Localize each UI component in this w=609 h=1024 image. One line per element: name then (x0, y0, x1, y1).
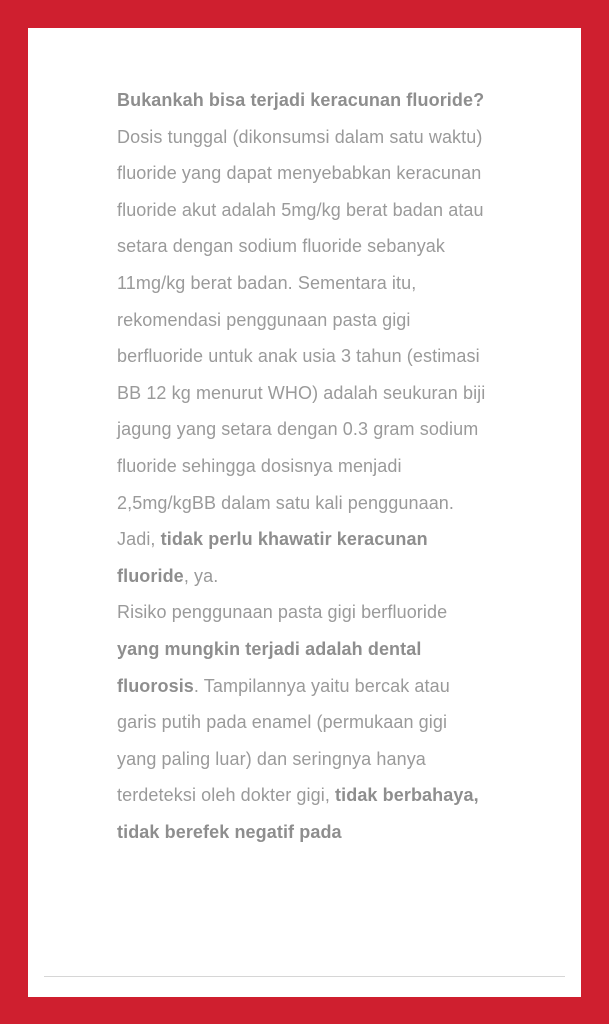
article-heading: Bukankah bisa terjadi keracunan fluoride? (117, 90, 485, 110)
paragraph-dose-text: Dosis tunggal (dikonsumsi dalam satu waktu) fluoride yang dapat menyebabkan keracunan fluoride akut adalah 5mg/kg berat badan atau setara dengan sodium fluoride sebanyak 11mg/kg berat badan. Sementara itu, rekomendasi penggunaan pasta gigi berfluoride untuk anak usia 3 tahun (estimasi BB 12 kg menurut WHO) adalah seukuran biji jagung yang setara dengan 0.3 gram sodium fluoride sehingga dosisnya menjadi 2,5mg/kgBB dalam satu kali penggunaan. Jadi, (117, 126, 486, 550)
paragraph-risk-bold-1: yang mungkin terjadi adalah dental fluorosis (117, 638, 422, 696)
paragraph-risk (117, 594, 487, 850)
paragraph-risk-text-1: Risiko penggunaan pasta gigi berfluoride (117, 602, 448, 623)
bottom-divider (44, 976, 565, 977)
paragraph-dose-bold: tidak perlu khawatir keracunan fluoride (117, 529, 428, 586)
article-body (117, 82, 487, 850)
paragraph-dose (117, 119, 487, 595)
paragraph-risk-text-2: . Tampilannya yaitu bercak atau garis putih pada enamel (permukaan gigi yang paling luar) dan seringnya hanya terdeteksi oleh dokter gigi, (117, 675, 450, 806)
paragraph-risk-bold-2: tidak berbahaya, tidak berefek negatif pada (117, 785, 479, 842)
paragraph-dose-end: , ya. (183, 565, 219, 586)
article-card (28, 28, 581, 997)
